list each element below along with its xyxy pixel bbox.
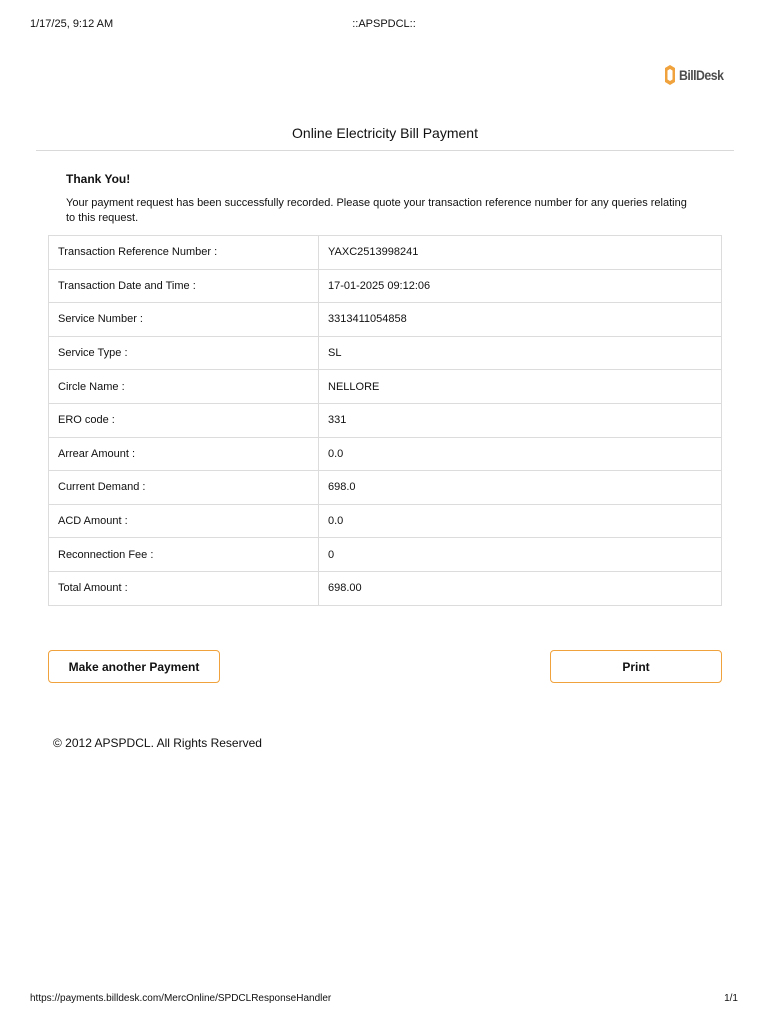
row-label: Arrear Amount :: [49, 437, 319, 471]
row-label: Total Amount :: [49, 571, 319, 605]
row-value: 698.0: [319, 471, 722, 505]
row-label: Service Number :: [49, 303, 319, 337]
row-label: Circle Name :: [49, 370, 319, 404]
row-value: 331: [319, 403, 722, 437]
thank-you-heading: Thank You!: [66, 172, 131, 186]
billdesk-logo: [664, 63, 729, 87]
row-value: 17-01-2025 09:12:06: [319, 269, 722, 303]
row-value: 0.0: [319, 504, 722, 538]
table-row: [49, 504, 722, 538]
print-page-count: 1/1: [724, 993, 738, 1004]
make-another-payment-button[interactable]: Make another Payment: [48, 650, 220, 683]
title-divider: [36, 150, 734, 151]
print-doc-title: ::APSPDCL::: [352, 18, 416, 30]
table-row: [49, 303, 722, 337]
row-value: 0.0: [319, 437, 722, 471]
confirmation-message: Your payment request has been successfully recorded. Please quote your transaction reference number for any queries relating to this request.: [66, 197, 687, 224]
print-header: [30, 18, 738, 32]
row-label: Reconnection Fee :: [49, 538, 319, 572]
table-row: [49, 538, 722, 572]
row-value: 3313411054858: [319, 303, 722, 337]
print-footer: [30, 993, 738, 1007]
row-label: ACD Amount :: [49, 504, 319, 538]
table-row: [49, 571, 722, 605]
row-value: SL: [319, 336, 722, 370]
row-value: 0: [319, 538, 722, 572]
table-row: [49, 403, 722, 437]
print-button[interactable]: Print: [550, 650, 722, 683]
billdesk-logo-text: BillDesk: [679, 67, 724, 83]
table-row: [49, 269, 722, 303]
row-label: Service Type :: [49, 336, 319, 370]
row-label: Current Demand :: [49, 471, 319, 505]
page-title: Online Electricity Bill Payment: [292, 125, 478, 141]
row-label: Transaction Date and Time :: [49, 269, 319, 303]
row-value: 698.00: [319, 571, 722, 605]
print-datetime: 1/17/25, 9:12 AM: [30, 18, 114, 30]
copyright-text: © 2012 APSPDCL. All Rights Reserved: [53, 736, 262, 750]
billdesk-logo-icon: [664, 64, 676, 86]
transaction-details-table: [48, 235, 722, 606]
table-row: [49, 336, 722, 370]
print-footer-url: https://payments.billdesk.com/MercOnline/SPDCLResponseHandler: [30, 993, 332, 1004]
row-value: YAXC2513998241: [319, 236, 722, 270]
row-label: Transaction Reference Number :: [49, 236, 319, 270]
row-value: NELLORE: [319, 370, 722, 404]
table-row: [49, 437, 722, 471]
table-row: [49, 370, 722, 404]
table-row: [49, 236, 722, 270]
row-label: ERO code :: [49, 403, 319, 437]
table-row: [49, 471, 722, 505]
